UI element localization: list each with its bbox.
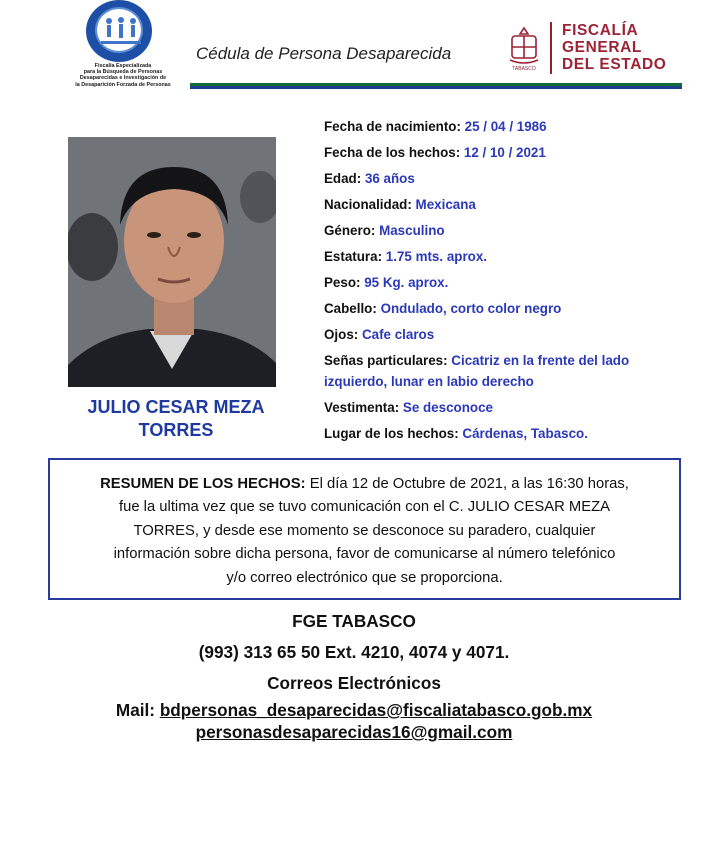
detail-age <box>324 170 415 187</box>
detail-value: Ondulado, corto color negro <box>380 301 562 316</box>
detail-value: 36 años <box>364 171 415 186</box>
detail-height <box>324 248 487 265</box>
detail-value: 12 / 10 / 2021 <box>463 145 546 160</box>
summary-text <box>64 473 665 590</box>
detail-value: Masculino <box>379 223 445 238</box>
detail-label: Edad: <box>324 171 362 186</box>
logo-divider <box>550 22 552 74</box>
logo-fineprint-line: Desaparecidas e Investigación de <box>79 75 167 82</box>
seal-icon <box>86 0 152 62</box>
detail-label: Nacionalidad: <box>324 197 412 212</box>
fge-logo <box>506 22 686 80</box>
detail-eyes <box>324 326 434 343</box>
contact-phone: (993) 313 65 50 Ext. 4210, 4074 y 4071. <box>198 642 510 662</box>
person-name <box>60 396 292 442</box>
detail-nationality <box>324 196 476 213</box>
detail-gender <box>324 222 445 239</box>
logo-fineprint-line: la Desaparición Forzada de Personas <box>75 81 171 88</box>
detail-birth-date <box>324 118 547 135</box>
page-title: Cédula de Persona Desaparecida <box>196 44 452 63</box>
detail-clothing <box>324 399 493 416</box>
detail-label: Ojos: <box>324 327 359 342</box>
person-name-line: TORRES <box>138 420 214 440</box>
detail-value: Cicatriz en la frente del lado <box>451 353 630 368</box>
detail-label: Señas particulares: <box>324 353 448 368</box>
state-emblem-icon <box>506 26 542 70</box>
summary-box <box>48 458 681 600</box>
detail-label: Fecha de nacimiento: <box>324 119 461 134</box>
emails-heading: Correos Electrónicos <box>267 673 441 693</box>
detail-event-date <box>324 144 546 161</box>
logo-fineprint-line: para la Búsqueda de Personas <box>83 69 163 76</box>
detail-label: Peso: <box>324 275 361 290</box>
contact-mail-line-2 <box>0 722 708 743</box>
detail-value: Se desconoce <box>402 400 493 415</box>
detail-value: 25 / 04 / 1986 <box>464 119 547 134</box>
fge-line: GENERAL <box>562 39 642 56</box>
contact-mail-line <box>0 700 708 721</box>
detail-hair <box>324 300 561 317</box>
emblem-caption: TABASCO <box>512 66 536 72</box>
summary-line: fue la ultima vez que se tuvo comunicación con el C. JULIO CESAR MEZA <box>119 499 610 516</box>
detail-distinguishing-marks <box>324 352 629 369</box>
detail-label: Cabello: <box>324 301 377 316</box>
detail-label: Estatura: <box>324 249 383 264</box>
summary-line: y/o correo electrónico que se proporciona. <box>226 569 503 586</box>
email-link[interactable]: personasdesaparecidas16@gmail.com <box>195 722 513 742</box>
detail-value: izquierdo, lunar en labio derecho <box>324 374 534 389</box>
summary-heading: RESUMEN DE LOS HECHOS: <box>100 476 306 492</box>
detail-event-location <box>324 425 588 442</box>
person-photo <box>68 137 276 387</box>
detail-weight <box>324 274 448 291</box>
detail-label: Vestimenta: <box>324 400 400 415</box>
summary-line: información sobre dicha persona, favor de comunicarse al número telefónico <box>113 546 616 563</box>
mail-label: Mail: <box>115 700 160 720</box>
detail-value: Cafe claros <box>361 327 435 342</box>
detail-value: 95 Kg. aprox. <box>364 275 449 290</box>
detail-value: Cárdenas, Tabasco. <box>462 426 588 441</box>
detail-label: Género: <box>324 223 376 238</box>
email-link[interactable]: bdpersonas_desaparecidas@fiscaliatabasco.gob.mx <box>159 700 593 720</box>
contact-org: FGE TABASCO <box>292 611 416 631</box>
person-name-line: JULIO CESAR MEZA <box>87 397 265 417</box>
detail-value: 1.75 mts. aprox. <box>385 249 488 264</box>
logo-fineprint-line: Fiscalía Especializada <box>94 63 152 69</box>
detail-label: Fecha de los hechos: <box>324 145 461 160</box>
fge-line: DEL ESTADO <box>562 56 667 73</box>
detail-distinguishing-marks-cont <box>324 373 534 390</box>
search-commission-logo <box>48 0 198 95</box>
detail-value: Mexicana <box>415 197 476 212</box>
fge-line: FISCALÍA <box>562 22 639 39</box>
detail-label: Lugar de los hechos: <box>324 426 459 441</box>
header-divider <box>190 83 682 89</box>
summary-line: TORRES, y desde ese momento se desconoce su paradero, cualquier <box>133 522 596 539</box>
summary-line: El día 12 de Octubre de 2021, a las 16:30 horas, <box>305 476 629 492</box>
